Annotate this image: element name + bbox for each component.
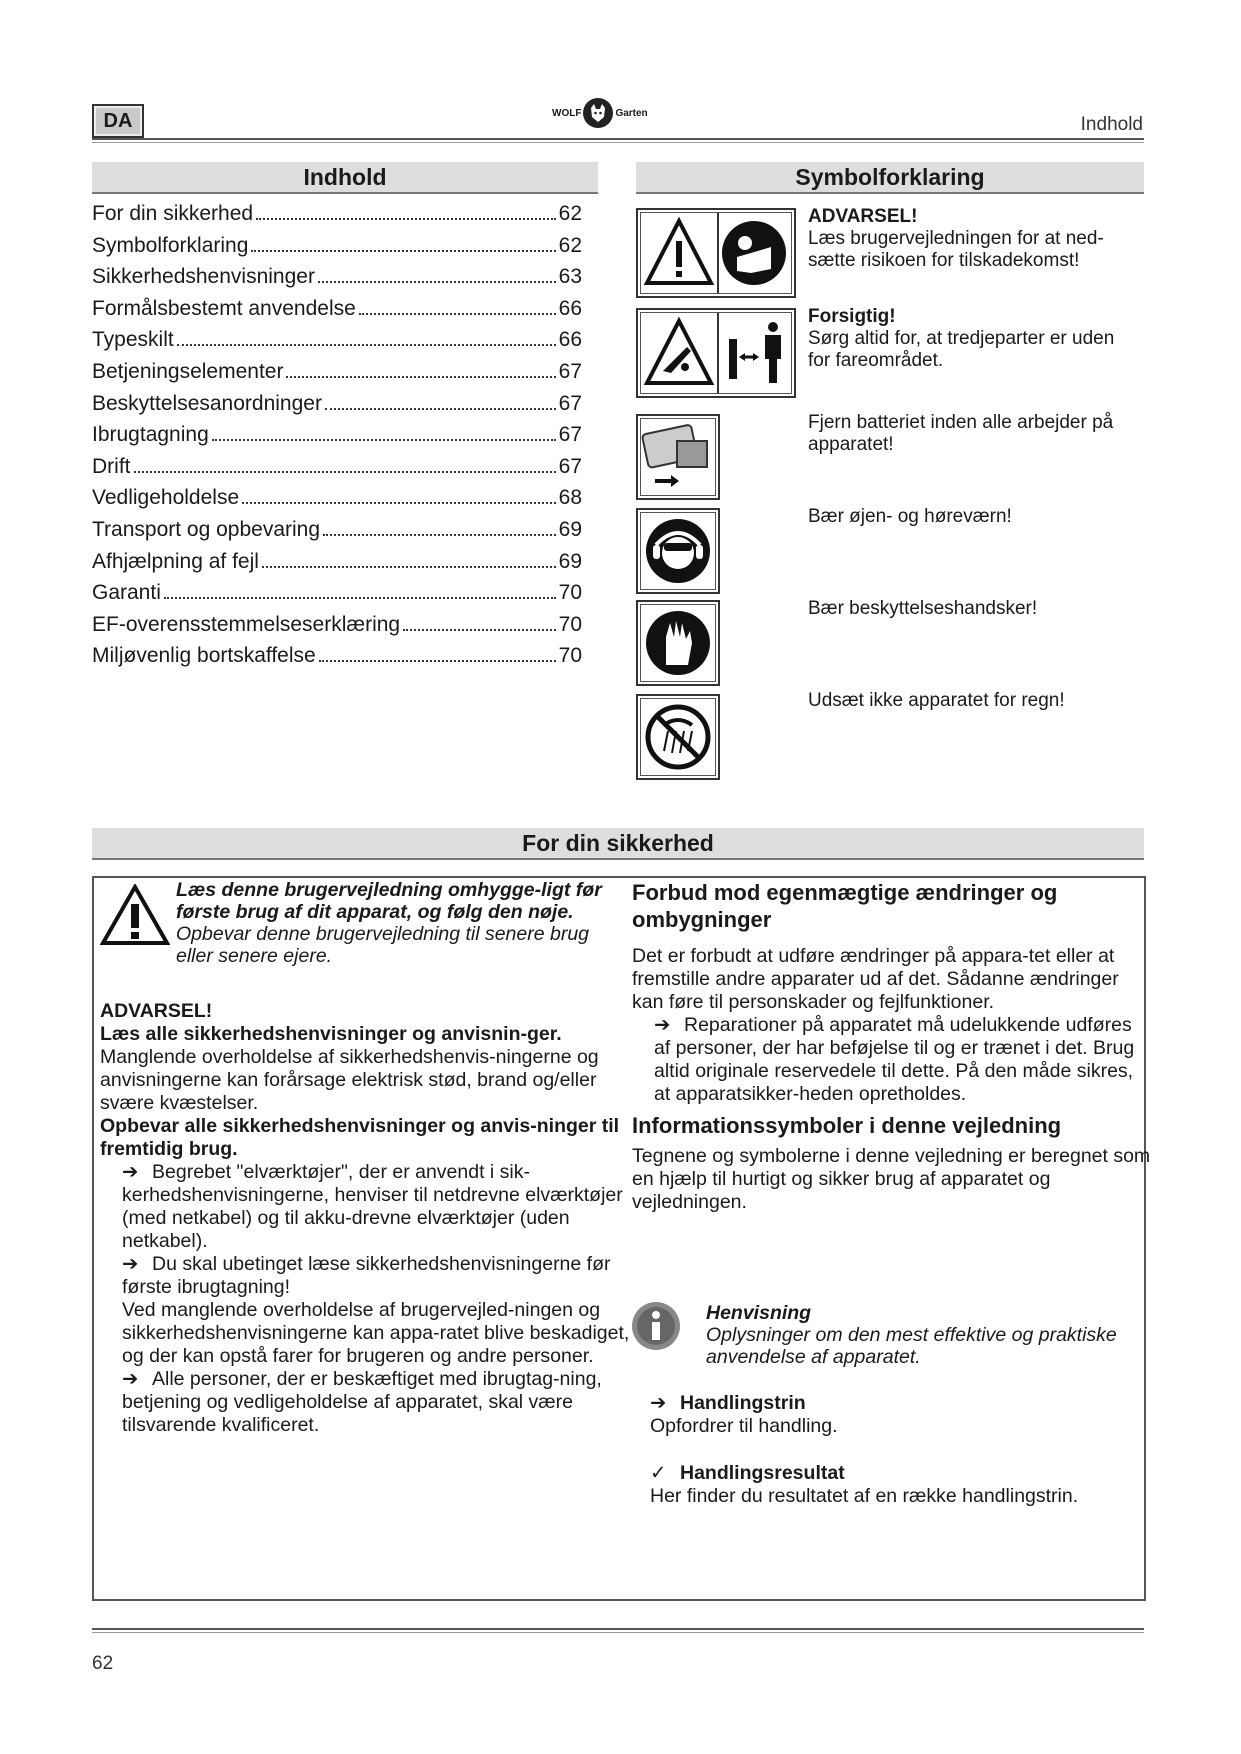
- toc-entry-page: 62: [558, 233, 582, 257]
- toc-entry-page: 70: [558, 581, 582, 605]
- modifications-heading: Forbud mod egenmægtige ændringer og ombygninger: [632, 880, 1058, 932]
- toc-leader-dots: [134, 471, 556, 473]
- intro-bold: Læs denne brugervejledning omhygge-ligt før første brug af dit apparat, og følg den nøje.: [176, 879, 602, 923]
- arrow-right-icon: ➔: [122, 1253, 139, 1275]
- toc-leader-dots: [325, 408, 556, 410]
- toc-entry: [92, 297, 582, 329]
- toc-entry-label: Garanti: [92, 581, 161, 605]
- info-icon: [630, 1300, 682, 1357]
- toc-entry-label: Vedligeholdelse: [92, 486, 240, 510]
- running-header: Indhold: [1080, 114, 1143, 135]
- toc-entry: [92, 644, 582, 676]
- wolf-garten-logo: [552, 98, 648, 128]
- no-rain-icon: [642, 701, 714, 773]
- toc-leader-dots: [359, 313, 556, 315]
- toc-entry: [92, 392, 582, 424]
- toc-entry: [92, 486, 582, 518]
- toc-entry-label: Beskyttelsesanordninger: [92, 391, 322, 415]
- table-of-contents: [92, 202, 582, 676]
- step-heading: Handlingstrin: [680, 1392, 806, 1414]
- note-heading: Henvisning: [706, 1302, 812, 1324]
- logo-wolf-text: WOLF: [552, 107, 582, 119]
- intro-warning-icon: [100, 884, 170, 951]
- toc-title: Indhold: [92, 162, 598, 194]
- gloves-text: Bær beskyttelseshandsker!: [808, 598, 1038, 619]
- adv-text: Manglende overholdelse af sikkerhedshenvis-ningerne og anvisningerne kan forårsage elektrisk stød, brand og/eller svære kvæstelser.: [100, 1046, 599, 1114]
- toc-entry: [92, 360, 582, 392]
- toc-entry: [92, 518, 582, 550]
- toc-leader-dots: [286, 376, 555, 378]
- arrow-right-icon: ➔: [654, 1014, 671, 1036]
- warning-heading: ADVARSEL!: [808, 206, 918, 227]
- repair-bullet: [632, 1014, 1152, 1106]
- toc-entry-label: Betjeningselementer: [92, 359, 284, 383]
- toc-leader-dots: [177, 344, 556, 346]
- toc-entry-page: 69: [558, 517, 582, 541]
- right-column: [632, 879, 1152, 1214]
- warning-read-manual-symbol: [636, 208, 796, 298]
- warning-section: [100, 1000, 640, 1437]
- bullet-3-text: Alle personer, der er beskæftiget med ibrugtag-ning, betjening og vedligeholdelse af apparatet, skal være tilsvarende kvalificeret.: [122, 1368, 602, 1436]
- arrow-right-icon: ➔: [650, 1392, 667, 1414]
- intro-rest: Opbevar denne brugervejledning til senere brug eller senere ejere.: [176, 923, 590, 967]
- toc-entry-label: Formålsbestemt anvendelse: [92, 296, 356, 320]
- bullet-1-text: Begrebet "elværktøjer", der er anvendt i sik-kerhedshenvisningerne, henviser til netdrevne elværktøjer (med netkabel) og til akku-drevne elværktøjer (uden netkabel).: [122, 1161, 623, 1252]
- toc-entry: [92, 613, 582, 645]
- toc-entry-page: 70: [558, 612, 582, 636]
- adv-heading: ADVARSEL!: [100, 1000, 213, 1022]
- caution-text: Sørg altid for, at tredjeparter er uden for fareområdet.: [808, 328, 1115, 371]
- toc-entry-page: 68: [558, 486, 582, 510]
- result-text: Her finder du resultatet af en række handlingstrin.: [650, 1485, 1079, 1507]
- bullet-3: [100, 1368, 640, 1437]
- safety-title: For din sikkerhed: [92, 828, 1144, 860]
- page-number: 62: [92, 1653, 114, 1674]
- toc-entry-label: Ibrugtagning: [92, 423, 209, 447]
- symbols-title: Symbolforklaring: [636, 162, 1144, 194]
- warning-text: Læs brugervejledningen for at ned-sætte risikoen for tilskadekomst!: [808, 228, 1104, 271]
- toc-leader-dots: [251, 250, 555, 252]
- checkmark-icon: ✓: [650, 1462, 667, 1484]
- remove-battery-symbol: [636, 414, 720, 500]
- toc-entry-label: Transport og opbevaring: [92, 517, 321, 541]
- bullet-1: [100, 1161, 640, 1253]
- result-heading: Handlingsresultat: [680, 1462, 845, 1484]
- toc-entry-label: Drift: [92, 454, 131, 478]
- toc-leader-dots: [212, 439, 556, 441]
- toc-entry-page: 66: [558, 328, 582, 352]
- toc-leader-dots: [164, 597, 556, 599]
- step-text: Opfordrer til handling.: [650, 1415, 838, 1437]
- toc-entry-page: 63: [558, 265, 582, 289]
- toc-entry-page: 67: [558, 391, 582, 415]
- toc-entry: [92, 202, 582, 234]
- toc-entry: [92, 423, 582, 455]
- toc-entry: [92, 265, 582, 297]
- battery-removal-icon: [641, 419, 715, 495]
- info-symbols-heading: Informationssymboler i denne vejledning: [632, 1113, 1062, 1138]
- caution-description: [808, 306, 1138, 372]
- warning-triangle-icon: [641, 213, 791, 293]
- gloves-symbol: [636, 600, 720, 686]
- toc-leader-dots: [403, 629, 556, 631]
- rain-text: Udsæt ikke apparatet for regn!: [808, 690, 1065, 711]
- toc-entry: [92, 550, 582, 582]
- toc-entry-label: Symbolforklaring: [92, 233, 249, 257]
- note-text: Oplysninger om den mest effektive og praktiske anvendelse af apparatet.: [706, 1324, 1117, 1368]
- toc-entry-page: 66: [558, 296, 582, 320]
- protective-gloves-icon: [642, 607, 714, 679]
- battery-text: Fjern batteriet inden alle arbejder på apparatet!: [808, 412, 1114, 455]
- toc-entry-label: Afhjælpning af fejl: [92, 549, 259, 573]
- toc-entry-page: 69: [558, 549, 582, 573]
- toc-entry: [92, 234, 582, 266]
- toc-entry: [92, 328, 582, 360]
- toc-leader-dots: [318, 281, 556, 283]
- eye-ear-protection-symbol: [636, 508, 720, 594]
- keep-bold: Opbevar alle sikkerhedshenvisninger og anvis-ninger til fremtidig brug.: [100, 1115, 620, 1160]
- bullet-2: [100, 1253, 640, 1299]
- toc-entry-page: 70: [558, 644, 582, 668]
- caution-heading: Forsigtig!: [808, 306, 896, 327]
- toc-entry-label: Sikkerhedshenvisninger: [92, 265, 315, 289]
- adv-bold: Læs alle sikkerhedshenvisninger og anvisnin-ger.: [100, 1023, 562, 1045]
- repair-bullet-text: Reparationer på apparatet må udelukkende udføres af personer, der har beføjelse til og er trænet i det. Brug altid originale reservedele til dette. På den måde sikres, at apparatsikker-heden opretholdes.: [654, 1014, 1135, 1105]
- step-block: [650, 1392, 1150, 1438]
- wolf-head-icon: [583, 98, 613, 128]
- toc-leader-dots: [262, 566, 556, 568]
- toc-entry-label: For din sikkerhed: [92, 202, 254, 225]
- toc-leader-dots: [242, 502, 556, 504]
- modifications-text: Det er forbudt at udføre ændringer på appara-tet eller at fremstille andre apparater ud af det. Sådanne ændringer kan føre til personskader og fejlfunktioner.: [632, 945, 1119, 1013]
- warning-description: [808, 206, 1138, 272]
- toc-entry-label: Typeskilt: [92, 328, 174, 352]
- header-rule: [92, 138, 1144, 143]
- bullet-2-extra: Ved manglende overholdelse af brugervejled-ningen og sikkerhedshenvisningerne kan appa-ratet blive beskadiget, og der kan opstå farer for brugeren og andre personer.: [122, 1299, 630, 1367]
- toc-entry: [92, 581, 582, 613]
- footer-rule: [92, 1628, 1144, 1633]
- toc-entry-page: 62: [558, 202, 582, 225]
- arrow-right-icon: ➔: [122, 1161, 139, 1183]
- bullet-2-text: Du skal ubetinget læse sikkerhedshenvisningerne før første ibrugtagning!: [122, 1253, 611, 1298]
- toc-leader-dots: [256, 218, 556, 220]
- result-block: [650, 1462, 1150, 1508]
- eye-ear-text: Bær øjen- og høreværn!: [808, 506, 1012, 527]
- eye-ear-protection-icon: [642, 515, 714, 587]
- note-block: [706, 1302, 1136, 1368]
- info-symbols-text: Tegnene og symbolerne i denne vejledning er beregnet som en hjælp til hurtigt og sikker brug af apparatet og vejledningen.: [632, 1145, 1151, 1213]
- logo-garten-text: Garten: [615, 107, 648, 119]
- caution-distance-icon: [641, 313, 791, 393]
- toc-entry: [92, 455, 582, 487]
- language-badge: DA: [92, 104, 144, 138]
- toc-entry-label: Miljøvenlig bortskaffelse: [92, 644, 316, 668]
- caution-bystander-symbol: [636, 308, 796, 398]
- toc-entry-label: EF-overensstemmelseserklæring: [92, 612, 401, 636]
- no-rain-symbol: [636, 694, 720, 780]
- toc-entry-page: 67: [558, 454, 582, 478]
- toc-leader-dots: [323, 534, 556, 536]
- intro-paragraph: [176, 879, 616, 967]
- toc-entry-page: 67: [558, 423, 582, 447]
- toc-leader-dots: [319, 660, 556, 662]
- toc-entry-page: 67: [558, 359, 582, 383]
- arrow-right-icon: ➔: [122, 1368, 139, 1390]
